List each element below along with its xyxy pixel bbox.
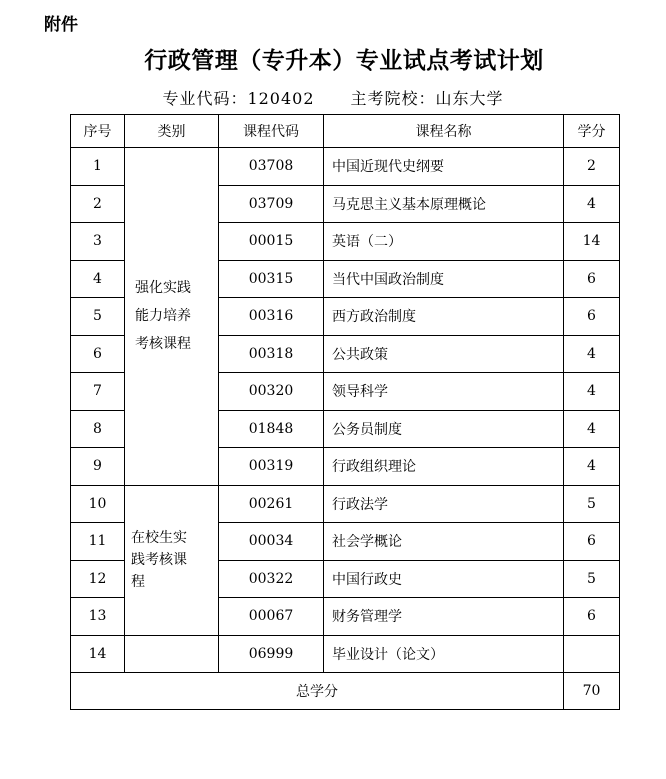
row-credit: 4 (564, 448, 620, 486)
row-code: 00067 (219, 598, 324, 636)
header-no: 序号 (71, 115, 125, 148)
row-name: 当代中国政治制度 (324, 260, 564, 298)
row-name: 行政组织理论 (324, 448, 564, 486)
row-code: 03709 (219, 185, 324, 223)
exam-plan-table (70, 114, 620, 710)
table-row (71, 635, 620, 673)
row-code: 00322 (219, 560, 324, 598)
row-code: 00015 (219, 223, 324, 261)
row-code: 00315 (219, 260, 324, 298)
row-code: 06999 (219, 635, 324, 673)
row-no: 11 (71, 523, 125, 561)
row-code: 00034 (219, 523, 324, 561)
row-credit: 5 (564, 560, 620, 598)
row-name: 中国近现代史纲要 (324, 148, 564, 186)
row-code: 00261 (219, 485, 324, 523)
row-credit: 2 (564, 148, 620, 186)
total-label: 总学分 (71, 673, 564, 710)
header-category: 类别 (125, 115, 219, 148)
row-credit: 4 (564, 410, 620, 448)
row-no: 8 (71, 410, 125, 448)
row-credit: 6 (564, 298, 620, 336)
header-code: 课程代码 (219, 115, 324, 148)
row-name: 社会学概论 (324, 523, 564, 561)
row-code: 03708 (219, 148, 324, 186)
document-title: 行政管理（专升本）专业试点考试计划 (144, 48, 544, 74)
table-header-row (71, 115, 620, 148)
row-no: 10 (71, 485, 125, 523)
row-name: 英语（二） (324, 223, 564, 261)
row-code: 01848 (219, 410, 324, 448)
row-credit: 4 (564, 185, 620, 223)
row-no: 3 (71, 223, 125, 261)
row-name: 公共政策 (324, 335, 564, 373)
row-name: 公务员制度 (324, 410, 564, 448)
row-name: 中国行政史 (324, 560, 564, 598)
category-label: 在校生实 践考核课 程 (131, 530, 187, 590)
row-no: 7 (71, 373, 125, 411)
row-no: 9 (71, 448, 125, 486)
row-no: 5 (71, 298, 125, 336)
row-credit: 14 (564, 223, 620, 261)
table-row (71, 485, 620, 523)
row-code: 00318 (219, 335, 324, 373)
row-name: 财务管理学 (324, 598, 564, 636)
row-code: 00319 (219, 448, 324, 486)
header-credit: 学分 (564, 115, 620, 148)
row-name: 马克思主义基本原理概论 (324, 185, 564, 223)
row-no: 14 (71, 635, 125, 673)
row-credit (564, 635, 620, 673)
row-credit: 4 (564, 335, 620, 373)
row-credit: 6 (564, 260, 620, 298)
category-label: 强化实践 能力培养 考核课程 (135, 280, 191, 353)
row-credit: 4 (564, 373, 620, 411)
row-name: 行政法学 (324, 485, 564, 523)
row-credit: 6 (564, 598, 620, 636)
row-name: 领导科学 (324, 373, 564, 411)
row-no: 2 (71, 185, 125, 223)
row-credit: 6 (564, 523, 620, 561)
table-row (71, 148, 620, 186)
row-credit: 5 (564, 485, 620, 523)
row-no: 4 (71, 260, 125, 298)
institution: 主考院校：山东大学 (350, 89, 504, 108)
row-no: 1 (71, 148, 125, 186)
row-no: 13 (71, 598, 125, 636)
header-name: 课程名称 (324, 115, 564, 148)
row-name: 毕业设计（论文） (324, 635, 564, 673)
category-cell (125, 485, 219, 635)
row-no: 6 (71, 335, 125, 373)
attachment-label: 附件 (44, 15, 78, 35)
major-code: 专业代码：120402 (162, 89, 315, 108)
category-cell (125, 148, 219, 486)
total-row (71, 673, 620, 710)
row-no: 12 (71, 560, 125, 598)
row-code: 00316 (219, 298, 324, 336)
subtitle (0, 86, 666, 109)
category-cell-empty (125, 635, 219, 673)
total-value: 70 (564, 673, 620, 710)
row-code: 00320 (219, 373, 324, 411)
row-name: 西方政治制度 (324, 298, 564, 336)
